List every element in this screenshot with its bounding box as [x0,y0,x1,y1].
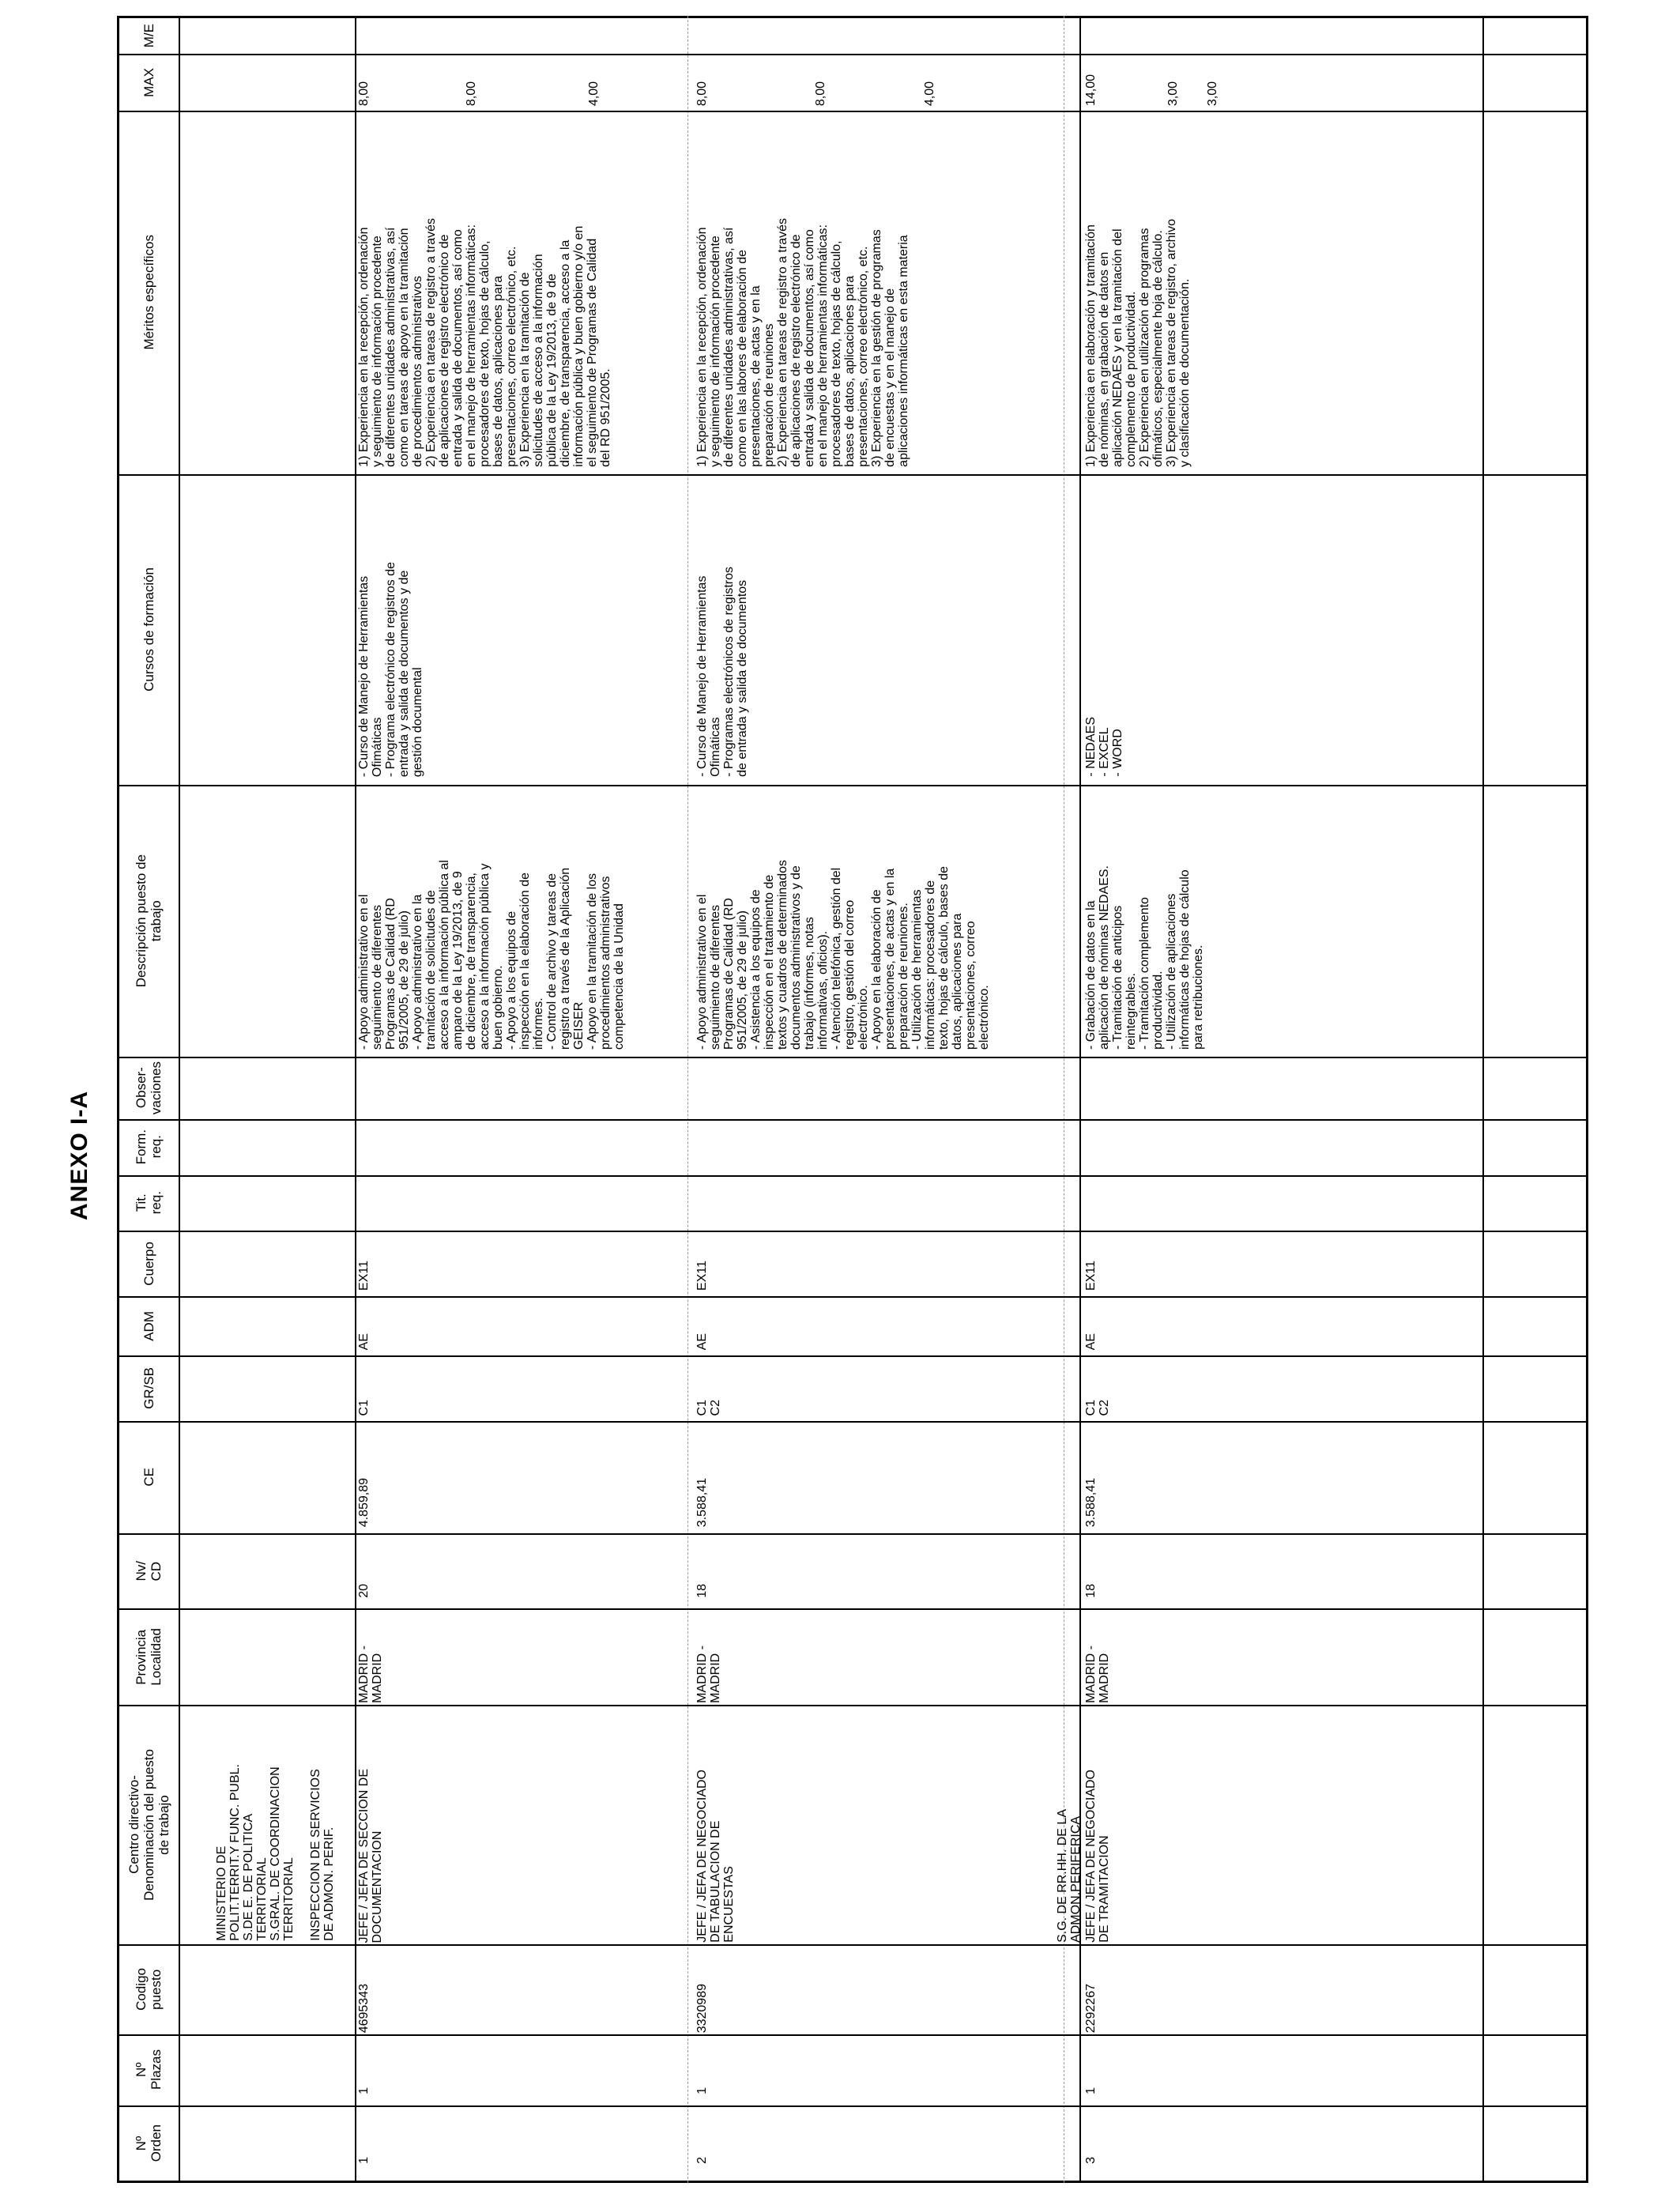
row2-codigo: 3320989 [695,1983,709,2033]
column-boundary [117,54,1588,55]
column-divider [1482,16,1484,2183]
row1-adm: AE [357,1333,371,1350]
column-boundary [117,1175,1588,1177]
header-ce: CE [141,1468,156,1487]
header-adm: ADM [141,1310,156,1341]
column-boundary [117,1421,1588,1423]
row3-nv: 18 [1084,1584,1098,1598]
row2-nv: 18 [695,1584,709,1598]
column-boundary [117,111,1588,112]
row1-max-2: 8,00 [465,81,478,106]
row3-codigo: 2292267 [1084,1983,1098,2033]
row3-provincia: MADRID - MADRID [1084,1646,1111,1703]
header-tit: Tit. req. [134,1191,164,1215]
row2-max-1: 8,00 [695,81,709,106]
row3-adm: AE [1084,1333,1098,1350]
row1-codigo: 4695343 [357,1983,371,2033]
row2-ce: 3.588,41 [695,1477,709,1527]
row3-max-2: 3,00 [1166,81,1180,106]
header-me: M/E [141,23,156,48]
row2-max-2: 8,00 [814,81,827,106]
row1-max-1: 8,00 [357,81,371,106]
header-plazas: Nº Plazas [134,2049,164,2090]
row2-plazas: 1 [695,2087,709,2094]
row1-gr: C1 [357,1399,371,1416]
column-boundary [117,474,1588,476]
header-meritos: Méritos específicos [141,235,156,350]
row1-centro: JEFE / JEFA DE SECCION DE DOCUMENTACION [357,1768,384,1943]
column-boundary [117,1119,1588,1121]
row1-cursos: - Curso de Manejo de Herramientas Ofimáticas - Programa electrónico de registros de entrada y salida de documentos y de gestión documental [357,561,424,777]
column-boundary [117,2105,1588,2107]
row2-cursos: - Curso de Manejo de Herramientas Ofimáticas - Programas electrónicos de registros de entrada y salida de documentos [695,567,749,777]
row3-orden: 3 [1084,2157,1098,2164]
column-boundary [117,1231,1588,1232]
row1-plazas: 1 [357,2087,371,2094]
column-boundary [117,1296,1588,1298]
column-divider [355,16,356,2183]
row3-cursos: - NEDAES - EXCEL - WORD [1084,717,1124,777]
row3-centro-unit: S.G. DE RR.HH. DE LA ADMON.PERIFERICA [1056,1809,1083,1943]
column-boundary [117,1944,1588,1946]
row1-provincia: MADRID - MADRID [357,1646,384,1703]
header-orden: Nº Orden [134,2124,164,2162]
row1-meritos: 1) Experiencia en la recepción, ordenación y seguimiento de información procedente de diferentes unidades administrativas, así como en tareas de apoyo en la tramitación de procedimientos administrativos 2) Experiencia en tareas de registro a través de aplicaciones de registro electrónico de entrada y salida de documentos, así como en el manejo de herramientas informáticas: procesadores de texto, hojas de cálculo, bases de datos, aplicaciones para presentaciones, correo electrónico, etc. 3) Experiencia en la tramitación de solicitudes de acceso a la información pública de la Ley 19/2013, de 9 de diciembre, de transparencia, acceso a la información pública y buen gobierno y/o en el seguimiento de Programas de Calidad del RD 951/2005. [357,218,612,467]
header-codigo: Codigo puesto [134,1968,164,2011]
row1-orden: 1 [357,2157,371,2164]
row2-descripcion: - Apoyo administrativo en el seguimiento de diferentes Programas de Calidad (RD 951/2005, de 29 de julio) - Asistencia a los equipos de inspección en el tratamiento de textos y cuadros de determinados documentos administrativos y de trabajo (informes, notas informativas, oficios). - Atención telefónica, gestión del registro, gestión del correo electrónico. - Apoyo en la elaboración de presentaciones, de actas y en la preparación de reuniones. - Utilización de herramientas informáticas: procesadores de texto, hojas de cálculo, bases de datos, aplicaciones para presentaciones, correo electrónico. [695,859,991,1050]
column-boundary [117,2034,1588,2036]
column-boundary [117,785,1588,786]
row2-meritos: 1) Experiencia en la recepción, ordenación y seguimiento de información procedente de diferentes unidades administrativas, así como en las labores de elaboración de presentaciones, de actas y en la preparación de reuniones 2) Experiencia en tareas de registro a través de aplicaciones de registro electrónico de entrada y salida de documentos, así como en el manejo de herramientas informáticas: procesadores de texto, hojas de cálculo, bases de datos, aplicaciones para presentaciones, correo electrónico, etc. 3) Experiencia en la gestión de programas de encuestas y en el manejo de aplicaciones informáticas en esta materia [695,218,910,467]
header-obs: Obser- vaciones [134,1061,164,1115]
row3-centro: JEFE / JEFA DE NEGOCIADO DE TRAMITACION [1084,1770,1111,1943]
header-descripcion: Descripción puesto de trabajo [134,854,164,988]
row2-max-3: 4,00 [923,81,936,106]
header-max: MAX [141,67,156,97]
row1-descripcion: - Apoyo administrativo en el seguimiento de diferentes Programas de Calidad (RD 951/2005, de 29 de julio) - Apoyo administrativo en la tramitación de solicitudes de acceso a la información pública al amparo de la Ley 19/2013, de 9 de diciembre, de transparencia, acceso a la información pública y buen gobierno. - Apoyo a los equipos de inspección en la elaboración de informes. - Control de archivo y tareas de registro a través de la Aplicación GEISER - Apoyo en la tramitación de los procedimientos administrativos competencia de la Unidad [357,859,626,1050]
row1-ce: 4.859,89 [357,1477,371,1527]
row1-max-3: 4,00 [587,81,601,106]
row2-adm: AE [695,1333,709,1350]
row2-centro: JEFE / JEFA DE NEGOCIADO DE TABULACION DE ENCUESTAS [695,1770,736,1943]
page-title [66,1091,93,1220]
header-cursos: Cursos de formación [141,567,156,692]
header-form: Form. req. [134,1129,164,1165]
page-title-text: ANEXO I-A [66,1091,92,1221]
row3-max-1: 14,00 [1084,74,1098,106]
header-cuerpo: Cuerpo [141,1241,156,1286]
row2-cuerpo: EX11 [695,1261,709,1291]
row2-provincia: MADRID - MADRID [695,1646,722,1703]
ministry-block: MINISTERIO DE POLIT.TERRIT.Y FUNC. PUBL. S.DE E. DE POLITICA TERRITORIAL S.GRAL. DE COORDINACION TERRITORIAL INSPECCION DE SERVICIOS DE ADMON. PERIF. [215,1764,336,1941]
column-divider [179,16,180,2183]
row3-ce: 3.588,41 [1084,1477,1098,1527]
row3-max-3: 3,00 [1206,81,1219,106]
row-divider [687,16,688,2183]
row3-gr: C1 C2 [1084,1399,1111,1416]
column-boundary [117,1355,1588,1357]
row3-meritos: 1) Experiencia en elaboración y tramitación de nóminas, en grabación de datos en aplicación NEDAES y en la tramitación del complemento de productividad. 2) Experiencia en utilización de programas ofimáticos, especialmente hoja de cálculo. 3) Experiencia en tareas de registro, archivo y clasificación de documentación. [1084,219,1192,467]
row3-plazas: 1 [1084,2087,1098,2094]
row1-cuerpo: EX11 [357,1261,371,1291]
header-gr: GR/SB [141,1367,156,1409]
column-boundary [117,1608,1588,1610]
row2-orden: 2 [695,2157,709,2164]
header-nv: Nv/ CD [134,1560,164,1581]
header-centro: Centro directivo- Denominación del puesto de trabajo [126,1748,171,1901]
header-provincia: Provincia Localidad [134,1627,164,1686]
row2-gr: C1 C2 [695,1399,722,1416]
column-boundary [117,1533,1588,1535]
row3-cuerpo: EX11 [1084,1261,1098,1291]
row1-nv: 20 [357,1584,371,1598]
column-boundary [117,1057,1588,1058]
column-boundary [117,1705,1588,1706]
row3-descripcion: - Grabación de datos en la aplicación de nóminas NEDAES. - Tramitación de anticipos reintegrables. - Tramitación complemento productividad. - Utilización de aplicaciones informáticas de hojas de cálculo para retribuciones. [1084,865,1205,1050]
